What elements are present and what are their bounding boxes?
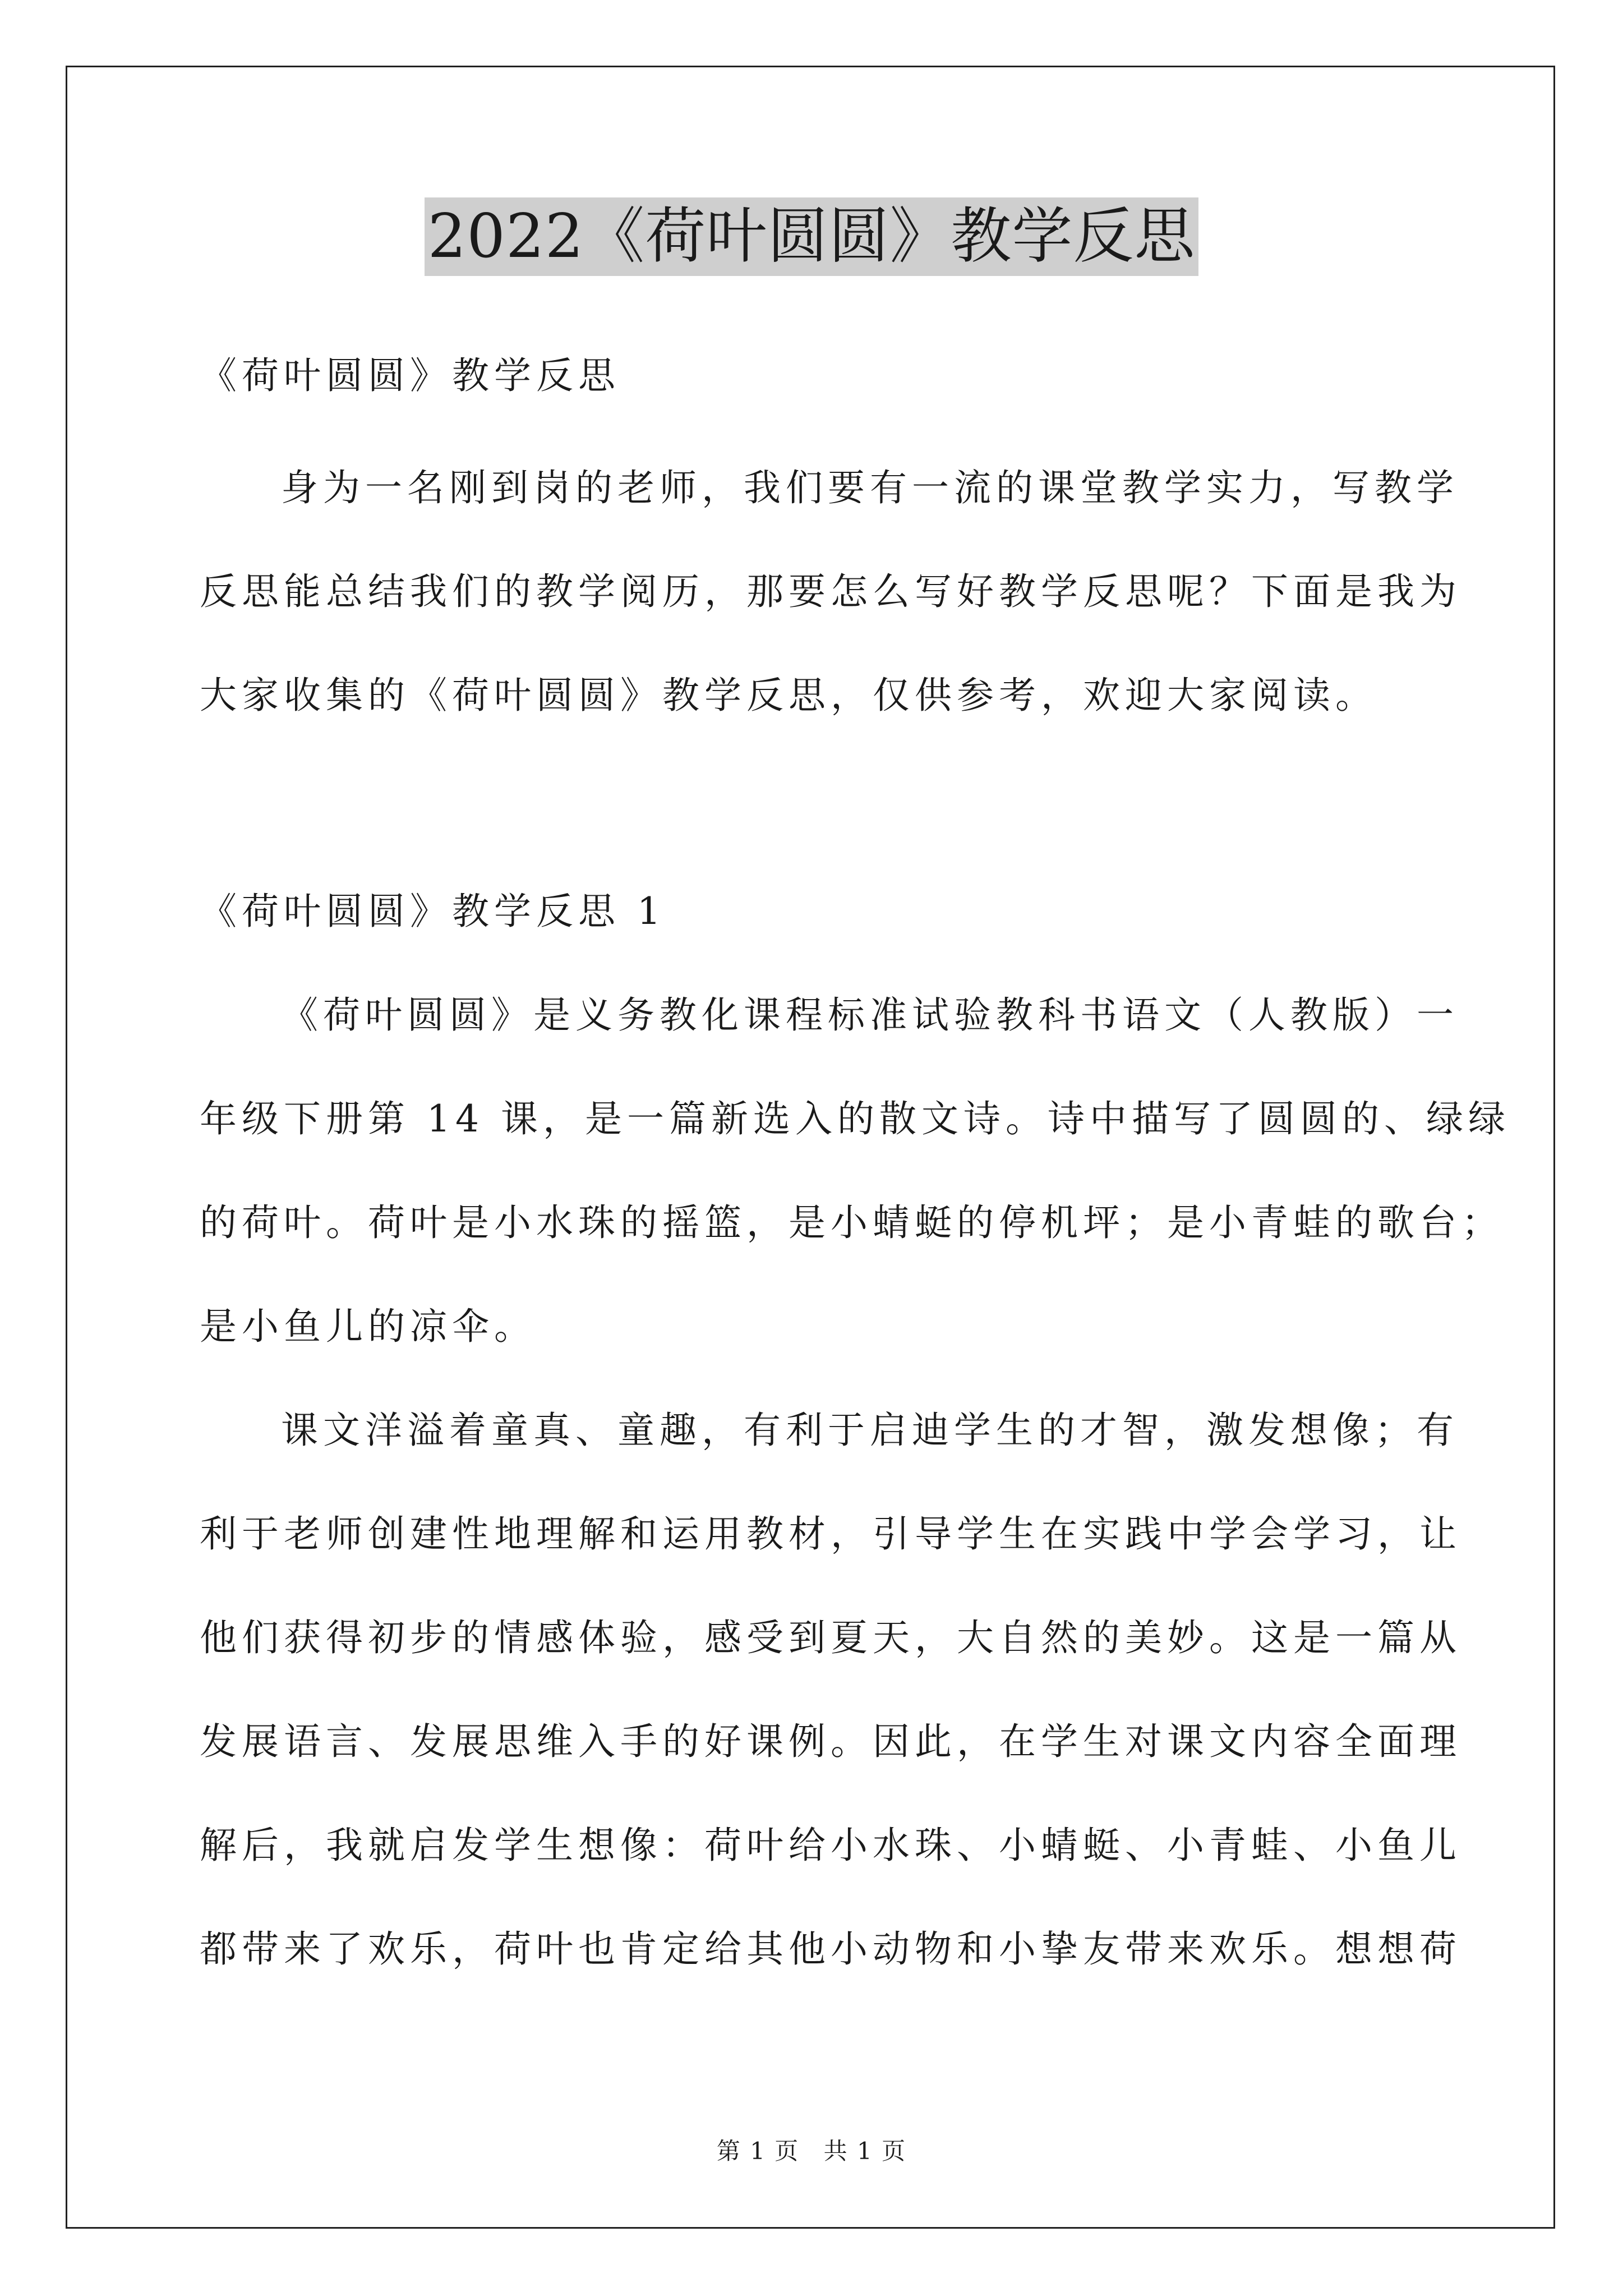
document-title: 2022《荷叶圆圆》教学反思 <box>425 197 1199 276</box>
paragraph1-line: 年级下册第 14 课，是一篇新选入的散文诗。诗中描写了圆圆的、绿绿 <box>200 1097 1510 1140</box>
paragraph1-line: 《荷叶圆圆》是义务教化课程标准试验教科书语文（人教版）一 <box>281 993 1459 1037</box>
paragraph1-line: 的荷叶。荷叶是小水珠的摇篮，是小蜻蜓的停机坪；是小青蛙的歌台； <box>200 1201 1504 1244</box>
section-heading: 《荷叶圆圆》教学反思 <box>200 354 620 397</box>
intro-line: 大家收集的《荷叶圆圆》教学反思，仅供参考，欢迎大家阅读。 <box>200 674 1377 717</box>
paragraph2-line: 他们获得初步的情感体验，感受到夏天，大自然的美妙。这是一篇从 <box>200 1616 1461 1659</box>
paragraph2-line: 都带来了欢乐，荷叶也肯定给其他小动物和小挚友带来欢乐。想想荷 <box>200 1927 1461 1971</box>
page-total: 共 1 页 <box>823 2137 907 2165</box>
paragraph2-line: 利于老师创建性地理解和运用教材，引导学生在实践中学会学习，让 <box>200 1512 1461 1556</box>
intro-line: 身为一名刚到岗的老师，我们要有一流的课堂教学实力，写教学 <box>281 466 1459 509</box>
paragraph1-line: 是小鱼儿的凉伞。 <box>200 1305 536 1348</box>
intro-line: 反思能总结我们的教学阅历，那要怎么写好教学反思呢？下面是我为 <box>200 570 1461 613</box>
title-wrap <box>0 197 1623 276</box>
subsection-heading: 《荷叶圆圆》教学反思 1 <box>200 890 666 933</box>
paragraph2-line: 解后，我就启发学生想像：荷叶给小水珠、小蜻蜓、小青蛙、小鱼儿 <box>200 1824 1461 1867</box>
paragraph2-line: 发展语言、发展思维入手的好课例。因此，在学生对课文内容全面理 <box>200 1720 1461 1763</box>
page-current: 第 1 页 <box>716 2137 800 2165</box>
page-footer <box>0 2134 1623 2168</box>
paragraph2-line: 课文洋溢着童真、童趣，有利于启迪学生的才智，激发想像；有 <box>281 1409 1459 1452</box>
